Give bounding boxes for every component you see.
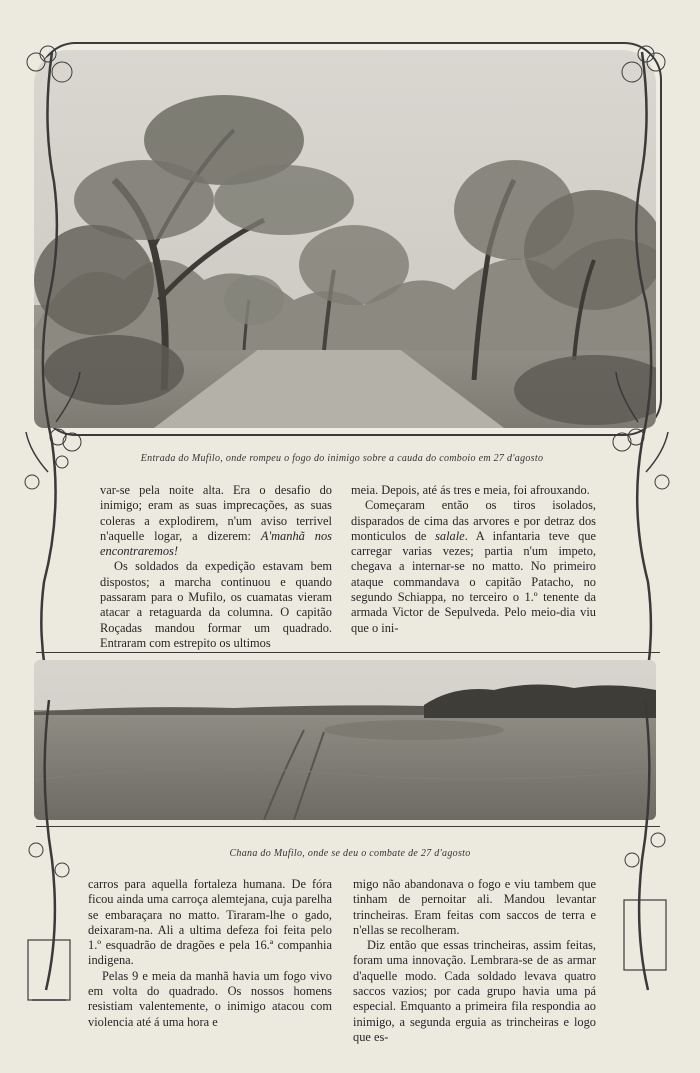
paragraph: Começaram então os tiros isolados, disparados de cima das arvores e por detraz dos monticulos de salale. A infantaria teve que carregar varias vezes; partia n'um impeto, chegava a internar-se no matto. No primeiro ataque commandava o capitão Patacho, no segundo Schiappa, no terceiro o 1.º tenente da armada Victor de Sepulveda. Pelo meio-dia viu que o ini- bbox=[351, 498, 596, 635]
paragraph: Pelas 9 e meia da manhã havia um fogo vivo em volta do quadrado. Os nossos homens resistiam valentemente, o inimigo atacou com violencia até á uma hora e bbox=[88, 968, 332, 1029]
text-column-right-1 bbox=[351, 483, 596, 636]
ornament-tree-right-lower bbox=[620, 700, 670, 1010]
text-column-left-1 bbox=[100, 483, 332, 651]
paragraph: meia. Depois, até ás tres e meia, foi afrouxando. bbox=[351, 483, 590, 497]
photo-mufilo-plain bbox=[34, 660, 656, 820]
photo2-bottom-rule bbox=[36, 826, 660, 827]
photo2-caption: Chana do Mufilo, onde se deu o combate de 27 d'agosto bbox=[229, 848, 471, 859]
text-column-left-2 bbox=[88, 877, 332, 1030]
ornament-tree-right-upper bbox=[612, 42, 672, 702]
paragraph: Os soldados da expedição estavam bem dispostos; a marcha continuou e quando passaram para o Mufilo, os cuamatas vieram atacar a retaguarda da columna. O capitão Roçadas mandou formar um quadrado. Entraram com estrepito os ultimos bbox=[100, 559, 332, 650]
paragraph: carros para aquella fortaleza humana. De fóra ficou ainda uma carroça alemtejana, cuja parelha se embaraçara no matto. Tiraram-lhe o gado, deixaram-na. Ali a ultima defeza foi feita pelo 1.º esquadrão de dragões e pela 16.ª companhia indigena. bbox=[88, 877, 332, 968]
photo-mufilo-entrance bbox=[34, 50, 656, 428]
photo2-top-rule bbox=[36, 652, 660, 653]
text-column-right-2 bbox=[353, 877, 596, 1045]
paragraph: migo não abandonava o fogo e viu tambem que tinham de pernoitar ali. Mandou levantar trincheiras. Eram feitas com saccos de terra e n'ellas se recolheram. bbox=[353, 877, 596, 937]
paragraph: var-se pela noite alta. Era o desafio do inimigo; eram as suas imprecações, as suas coleras a explodirem, n'um aviso terrivel n'aquelle logar, a dizerem: A'manhã nos encontraremos! bbox=[100, 483, 332, 559]
photo1-caption: Entrada do Mufilo, onde rompeu o fogo do inimigo sobre a cauda do comboio em 27 d'agosto bbox=[140, 453, 544, 464]
ornament-tree-left-upper bbox=[22, 42, 82, 702]
ornament-tree-left-lower bbox=[24, 700, 74, 1010]
paragraph: Diz então que essas trincheiras, assim feitas, foram uma innovação. Lembrara-se de as armar d'aquelle modo. Cada soldado levava quatro saccos vazios; por cada grupo havia uma pá especial. Emquanto a primeira fila respondia ao inimigo, a segunda erguia as trincheiras e logo que es- bbox=[353, 938, 596, 1044]
